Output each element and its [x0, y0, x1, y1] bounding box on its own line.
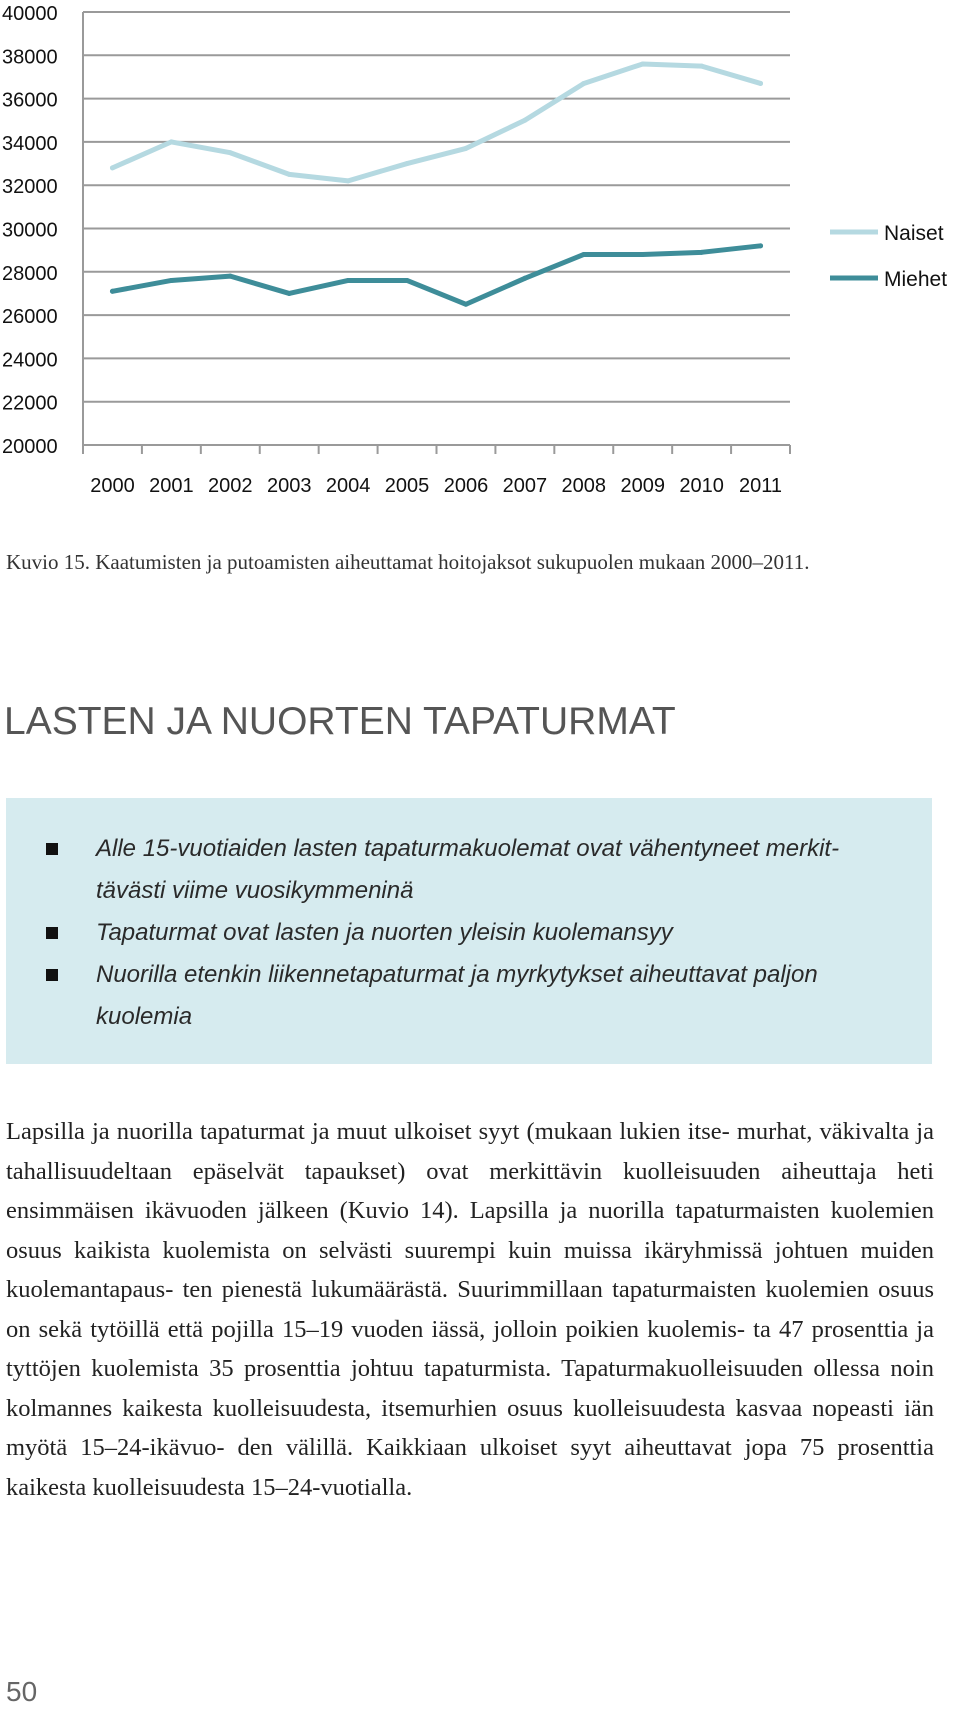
- x-tick-label: 2000: [90, 475, 135, 497]
- data-point: [699, 64, 704, 69]
- y-tick-label: 32000: [2, 176, 58, 199]
- key-point-text: Tapaturmat ovat lasten ja nuorten yleisin kuolemansyy: [96, 919, 673, 946]
- key-point-text: Nuorilla etenkin liikennetapaturmat ja myrkytykset aiheuttavat paljon kuolemia: [96, 961, 818, 1030]
- y-tick-label: 28000: [2, 262, 58, 285]
- x-tick-label: 2010: [679, 475, 724, 497]
- data-point: [346, 178, 351, 183]
- x-tick-label: 2008: [561, 475, 607, 497]
- y-tick-label: 30000: [2, 219, 58, 242]
- data-point: [228, 150, 233, 155]
- data-point: [169, 139, 174, 144]
- data-point: [405, 161, 410, 166]
- data-point: [758, 81, 763, 86]
- y-tick-labels: [2, 3, 58, 458]
- y-tick-label: 36000: [2, 89, 58, 112]
- x-tick-label: 2002: [208, 475, 253, 497]
- data-point: [287, 172, 292, 177]
- key-point: [6, 828, 932, 912]
- data-point: [169, 278, 174, 283]
- series-line-miehet: [112, 246, 760, 304]
- key-point: [6, 954, 932, 1038]
- x-tick-label: 2001: [149, 475, 194, 497]
- data-point: [758, 243, 763, 248]
- data-point: [463, 146, 468, 151]
- y-tick-label: 20000: [2, 436, 58, 458]
- key-points-box: [6, 798, 932, 1064]
- grid-lines: [83, 12, 790, 445]
- x-tick-labels: [90, 475, 782, 497]
- data-point: [463, 302, 468, 307]
- data-point: [522, 276, 527, 281]
- data-point: [581, 81, 586, 86]
- data-point: [405, 278, 410, 283]
- y-tick-label: 22000: [2, 392, 58, 415]
- body-paragraph: Lapsilla ja nuorilla tapaturmat ja muut ulkoiset syyt (mukaan lukien itse- murhat, väkivalta ja tahallisuudeltaan epäselvät tapaukset) ovat merkittävin kuolleisuuden aiheuttaja heti ensimmäisen ikävuoden jälkeen (Kuvio 14). Lapsilla ja nuorilla tapaturmaisten kuolemien osuus kaikista kuolemista on selvästi suurempi kuin muissa ikäryhmissä johtuen muiden kuolemantapaus- ten pienestä lukumäärästä. Suurimmillaan tapaturmaisten kuolemien osuus on sekä tytöillä että pojilla 15–19 vuoden iässä, jolloin poikien kuolemis- ta 47 prosenttia ja tyttöjen kuolemista 35 prosenttia johtuu tapaturmista. Tapaturmakuolleisuuden ollessa noin kolmannes kaikesta kuolleisuudesta, itsemurhien osuus kuolleisuudesta kasvaa nopeasti iän myötä 15–24-ikävuo- den välillä. Kaikkiaan ulkoiset syyt aiheuttavat jopa 75 prosenttia kaikesta kuolleisuudesta 15–24-vuotialla.: [6, 1118, 934, 1501]
- square-bullet-icon: [46, 927, 58, 939]
- legend-label: Naiset: [884, 222, 944, 245]
- data-point: [110, 165, 115, 170]
- data-point: [699, 250, 704, 255]
- x-tick-label: 2006: [443, 475, 489, 497]
- square-bullet-icon: [46, 843, 58, 855]
- data-point: [640, 61, 645, 66]
- key-point-text: Alle 15-vuotiaiden lasten tapaturmakuolemat ovat vähentyneet merkit- tävästi viime vuosikymmeninä: [96, 835, 840, 904]
- x-tick-label: 2009: [620, 475, 665, 497]
- data-point: [228, 274, 233, 279]
- key-points-list: [6, 798, 932, 1038]
- series-line-naiset: [112, 64, 760, 181]
- legend-label: Miehet: [884, 268, 948, 291]
- x-tick-label: 2003: [266, 475, 312, 497]
- legend: [830, 222, 947, 291]
- data-point: [346, 278, 351, 283]
- section-title: LASTEN JA NUORTEN TAPATURMAT: [4, 700, 676, 743]
- y-tick-label: 26000: [2, 306, 58, 329]
- y-tick-label: 40000: [2, 3, 58, 25]
- x-tick-label: 2005: [384, 475, 430, 497]
- y-tick-label: 38000: [2, 46, 58, 69]
- data-point: [640, 252, 645, 257]
- line-chart: [0, 0, 960, 505]
- data-point: [287, 291, 292, 296]
- data-point: [581, 252, 586, 257]
- data-point: [522, 118, 527, 123]
- y-tick-label: 34000: [2, 132, 58, 155]
- x-tick-label: 2007: [502, 475, 548, 497]
- figure-caption: Kuvio 15. Kaatumisten ja putoamisten aiheuttamat hoitojaksot sukupuolen mukaan 2000–2011.: [6, 550, 810, 574]
- x-tick-label: 2011: [739, 475, 783, 497]
- data-point: [110, 289, 115, 294]
- x-tick-label: 2004: [325, 475, 371, 497]
- key-point: [6, 912, 932, 954]
- square-bullet-icon: [46, 969, 58, 981]
- axes: [83, 12, 790, 454]
- page-number: 50: [6, 1676, 38, 1707]
- y-tick-label: 24000: [2, 349, 58, 372]
